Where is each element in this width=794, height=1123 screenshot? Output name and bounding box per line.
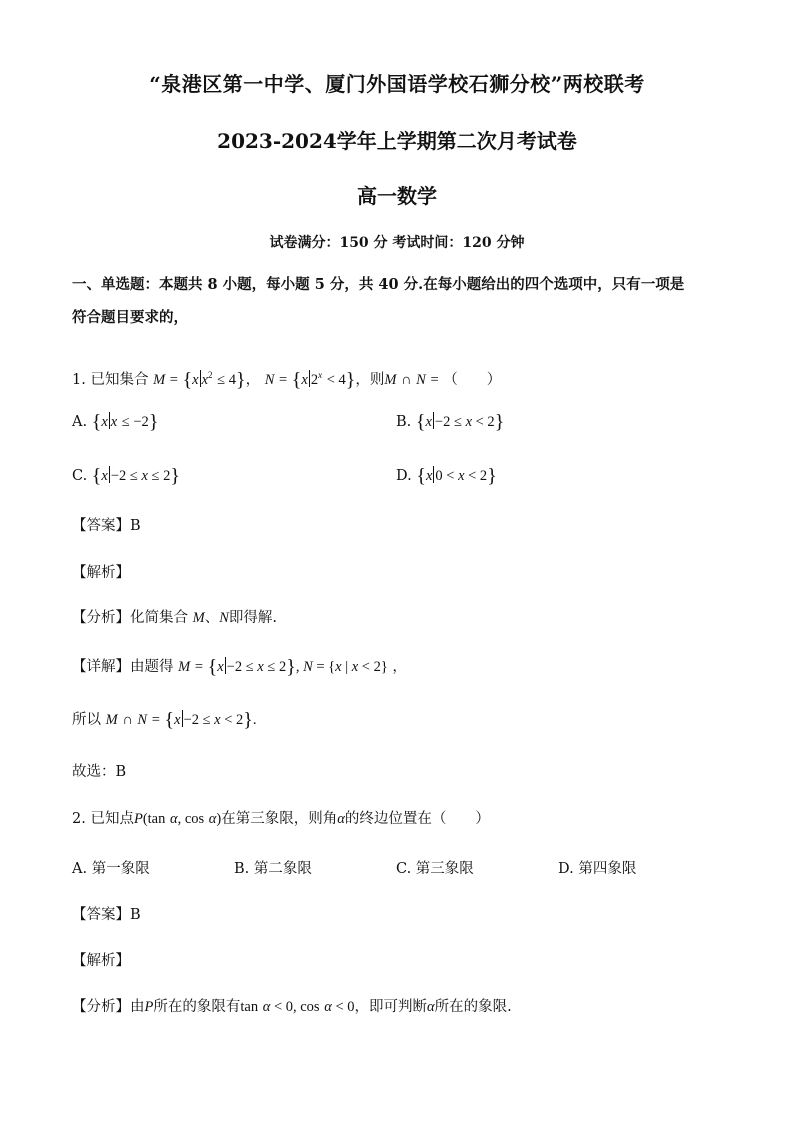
question-1-stem: 1. 已知集合 M = {x $x^2 \le 4$}， N = {x 2$^x$ < 4}，则M ∩ N = （ ） [72,368,502,391]
q2-fenxi: 【分析】由P所在的象限有tan α < 0, cos α < 0，即可判断α所在的象限. [72,999,512,1015]
q1-option-a: A. {x x ≤ −2} [72,411,159,433]
section-intro-line-2: 符合题目要求的， [72,309,188,326]
q1-conclusion: 所以 M ∩ N = {x −2 ≤ x < 2}. [72,709,257,731]
q1-tail: （ ） [443,371,502,388]
q2-option-b: B. 第二象限 [234,861,312,877]
exam-meta: 试卷满分：150 分 考试时间：120 分钟 [269,235,525,251]
q1-option-b: B. {x −2 ≤ x < 2} [396,411,505,433]
q2-option-a: A. 第一象限 [72,861,150,877]
q2-analysis-tag: 【解析】 [72,953,130,969]
q1-prefix: 1. 已知集合 [72,371,149,388]
q1-answer: 【答案】B [72,518,141,534]
q1-analysis-tag: 【解析】 [72,565,130,581]
title-line-2: 2023-2024学年上学期第二次月考试卷 [217,129,577,153]
q1-option-d: D. {x 0 < x < 2} [396,465,497,487]
q2-option-d: D. 第四象限 [558,861,637,877]
q1-sep: ， [245,371,261,388]
q2-option-c: C. 第三象限 [396,861,474,877]
q1-choice: 故选：B [72,764,127,780]
q2-answer: 【答案】B [72,907,141,923]
q1-set-m: M = {x $x^2 \le 4$} [153,368,246,391]
q1-fenxi: 【分析】化简集合 M、N即得解. [72,610,277,626]
title-line-1: “泉港区第一中学、厦门外国语学校石狮分校”两校联考 [149,72,645,96]
q1-xiangjie: 【详解】由题得 M = {x −2 ≤ x ≤ 2}, N = {x | x < 2} ， [72,656,407,678]
q1-set-n: N = {x 2$^x$ < 4} [264,368,356,391]
q1-ask: ，则 [355,371,385,388]
q1-option-c: C. {x −2 ≤ x ≤ 2} [72,465,180,487]
question-2-stem: 2. 已知点P(tan α, cos α)在第三象限，则角α的终边位置在（ ） [72,811,490,827]
title-line-3: 高一数学 [357,184,437,208]
section-intro-line-1: 一、单选题：本题共 8 小题，每小题 5 分，共 40 分.在每小题给出的四个选项中，只有一项是 [72,276,685,293]
